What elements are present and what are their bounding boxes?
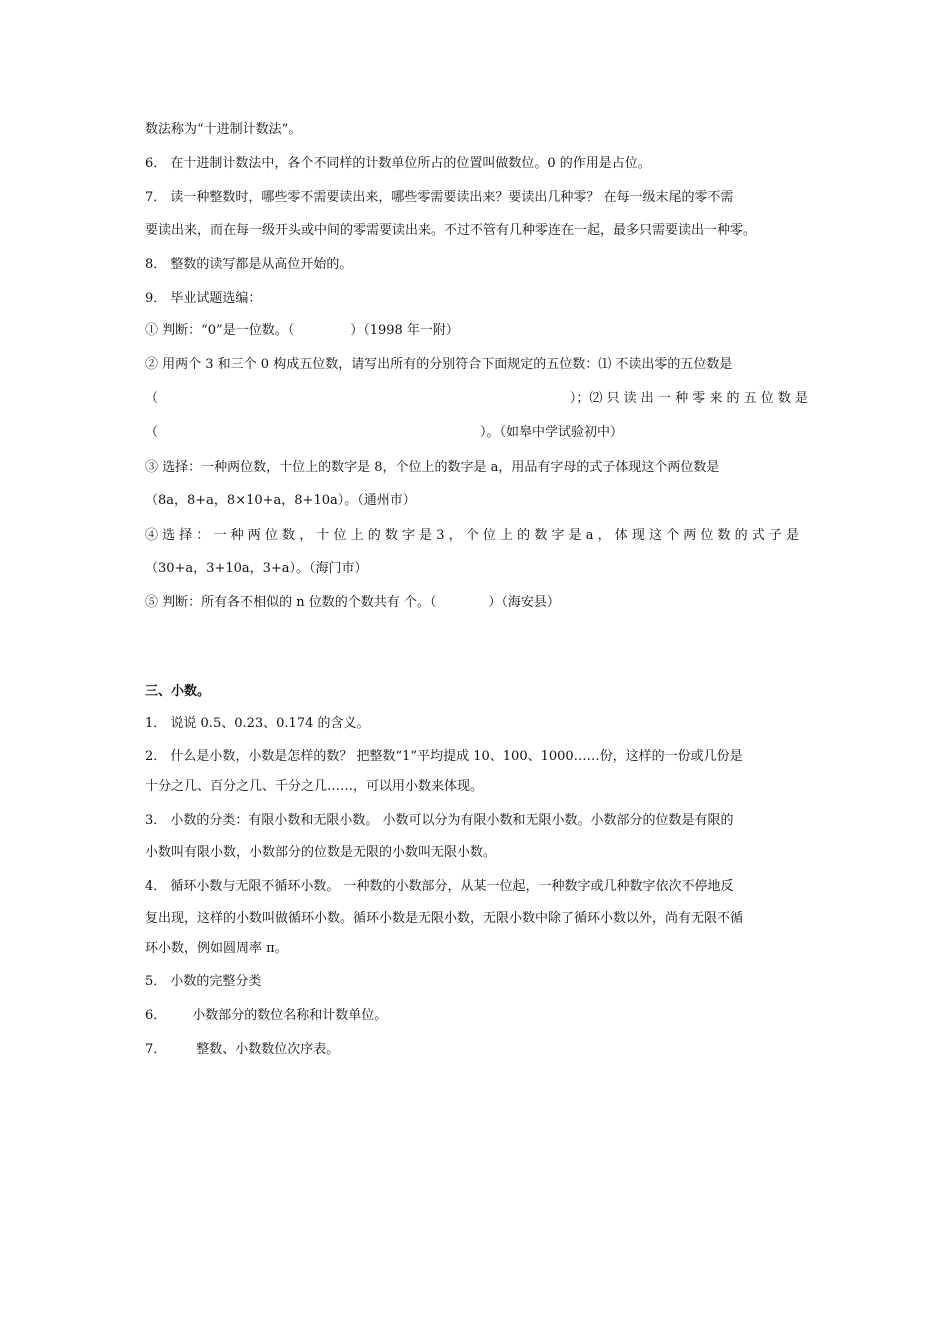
answer-line-2 [145, 424, 623, 442]
text-line: 数法称为“十进制计数法”。 [145, 122, 302, 137]
text-line: 5． 小数的完整分类 [145, 974, 262, 989]
list-item [145, 1041, 339, 1059]
list-item [145, 1007, 387, 1025]
text-line: 9． 毕业试题选编： [145, 291, 262, 306]
list-number: 6． [145, 1008, 167, 1023]
text-line: ③ 选择：一种两位数，十位上的数字是 8，个位上的数字是 a，用品有字母的式子体现这个两位数是 [145, 460, 720, 475]
list-text: 小数部分的数位名称和计数单位。 [192, 1008, 388, 1023]
text-line: （8a，8+a，8×10+a，8+10a）。（通州市） [145, 493, 416, 508]
text-line: 6． 在十进制计数法中，各个不同样的计数单位所占的位置叫做数位。0 的作用是占位。 [145, 156, 651, 171]
text-line: 十分之几、百分之几、千分之几……，可以用小数来体现。 [145, 779, 484, 794]
text-line: 复出现，这样的小数叫做循环小数。循环小数是无限小数，无限小数中除了循环小数以外，尚有无限不循 [145, 911, 744, 926]
text-line: 4． 循环小数与无限不循环小数。 一种数的小数部分，从某一位起，一种数字或几种数字依次不停地反 [145, 879, 734, 894]
text-line: 小数叫有限小数，小数部分的位数是无限的小数叫无限小数。 [145, 845, 497, 860]
text-line: 2． 什么是小数，小数是怎样的数？ 把整数“1”平均提成 10、100、1000……份，这样的一份或几份是 [145, 749, 743, 764]
question-text: ① 判断：“0”是一位数。（ [145, 323, 295, 338]
answer-bracket-text: ）。（如皋中学试验初中） [480, 425, 624, 440]
question-line-5 [145, 594, 560, 612]
question-line-1 [145, 322, 459, 340]
section-heading: 三、小数。 [145, 684, 211, 699]
answer-bracket-open: （ [145, 425, 159, 440]
list-text: 整数、小数数位次序表。 [196, 1042, 340, 1057]
question-source: ）（1998 年一附） [350, 323, 459, 338]
answer-bracket-text: ）；⑵ 只 读 出 一 种 零 来 的 五 位 数 是 [569, 391, 808, 406]
text-line: 环小数，例如圆周率 π。 [145, 941, 288, 956]
text-line: 要读出来，而在每一级开头或中间的零需要读出来。不过不管有几种零连在一起，最多只需要读出一种零。 [145, 223, 757, 238]
text-line: ④ 选 择 ： 一 种 两 位 数 ， 十 位 上 的 数 字 是 3 ， 个 位 上 的 数 字 是 a ， 体 现 这 个 两 位 数 的 式 子 是 [145, 528, 800, 543]
question-source: ）（海安县） [488, 595, 560, 610]
text-line: 7． 读一种整数时，哪些零不需要读出来，哪些零需要读出来？要读出几种零？ 在每一级末尾的零不需 [145, 190, 734, 205]
text-line: （30+a，3+10a，3+a）。（海门市） [145, 561, 368, 576]
list-number: 7． [145, 1042, 167, 1057]
text-line: 1． 说说 0.5、0.23、0.174 的含义。 [145, 716, 370, 731]
text-line: 3． 小数的分类：有限小数和无限小数。 小数可以分为有限小数和无限小数。小数部分的位数是有限的 [145, 813, 734, 828]
answer-bracket-open: （ [145, 391, 159, 406]
answer-line-1 [145, 390, 808, 408]
text-line: ② 用两个 3 和三个 0 构成五位数，请写出所有的分别符合下面规定的五位数：⑴ 不读出零的五位数是 [145, 357, 733, 372]
question-text: ⑤ 判断：所有各不相似的 n 位数的个数共有 个。（ [145, 595, 437, 610]
text-line: 8． 整数的读写都是从高位开始的。 [145, 257, 353, 272]
